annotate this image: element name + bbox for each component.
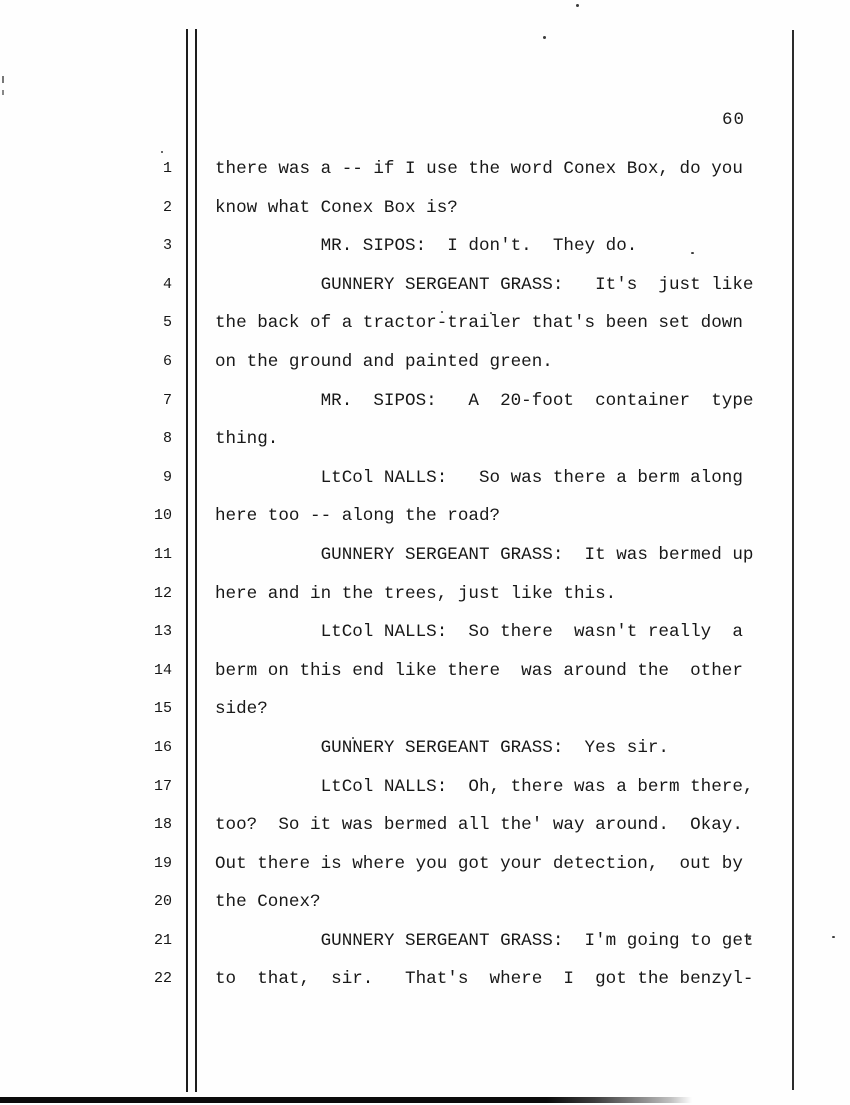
line-text: GUNNERY SERGEANT GRASS: It's just like <box>215 274 754 295</box>
line-number: 20 <box>153 893 172 911</box>
transcript-line <box>0 613 850 652</box>
line-text: MR. SIPOS: I don't. They do. <box>215 236 638 257</box>
line-text: know what Conex Box is? <box>215 197 458 218</box>
line-text: too? So it was bermed all the' way around. Okay. <box>215 815 743 836</box>
transcript-line <box>0 652 850 691</box>
transcript-line <box>0 304 850 343</box>
transcript-line <box>0 806 850 845</box>
line-text: MR. SIPOS: A 20-foot container type <box>215 390 754 411</box>
line-number: 21 <box>153 931 172 949</box>
line-number: 22 <box>153 970 172 988</box>
transcript-line <box>0 922 850 961</box>
scan-artifact-dot <box>576 4 579 7</box>
transcript-line <box>0 382 850 421</box>
transcript-line <box>0 845 850 884</box>
transcript-line <box>0 960 850 999</box>
transcript-body <box>0 150 850 999</box>
scan-artifact-mark <box>2 76 4 83</box>
transcript-line <box>0 227 850 266</box>
line-number: 12 <box>153 584 172 602</box>
line-text: LtCol NALLS: So there wasn't really a <box>215 622 743 643</box>
line-text: LtCol NALLS: So was there a berm along <box>215 467 743 488</box>
line-number: 15 <box>153 700 172 718</box>
bottom-scan-bar <box>0 1097 692 1103</box>
line-text: side? <box>215 699 268 720</box>
line-number: 9 <box>162 468 172 486</box>
transcript-line <box>0 150 850 189</box>
transcript-line <box>0 343 850 382</box>
line-text: the Conex? <box>215 892 321 913</box>
line-number: 2 <box>162 198 172 216</box>
line-number: 19 <box>153 854 172 872</box>
line-text: GUNNERY SERGEANT GRASS: It was bermed up <box>215 544 754 565</box>
line-text: thing. <box>215 429 279 450</box>
line-text: to that, sir. That's where I got the benzyl- <box>215 969 754 990</box>
transcript-line <box>0 690 850 729</box>
transcript-line <box>0 575 850 614</box>
transcript-line <box>0 883 850 922</box>
line-text: on the ground and painted green. <box>215 351 553 372</box>
line-text: Out there is where you got your detection, out by <box>215 853 743 874</box>
line-number: 17 <box>153 777 172 795</box>
line-text: GUNNERY SERGEANT GRASS: Yes sir. <box>215 737 669 758</box>
line-number: 7 <box>162 391 172 409</box>
line-number: 6 <box>162 352 172 370</box>
line-text: LtCol NALLS: Oh, there was a berm there, <box>215 776 754 797</box>
transcript-line <box>0 536 850 575</box>
line-number: 1 <box>162 160 172 177</box>
line-number: 11 <box>153 545 172 563</box>
line-text: there was a -- if I use the word Conex Box, do you <box>215 159 743 179</box>
transcript-line <box>0 497 850 536</box>
line-number: 14 <box>153 661 172 679</box>
transcript-line <box>0 459 850 498</box>
transcript-line <box>0 189 850 228</box>
line-text: the back of a tractor-trailer that's been set down <box>215 313 743 334</box>
line-number: 8 <box>162 430 172 448</box>
transcript-line <box>0 768 850 807</box>
transcript-line <box>0 420 850 459</box>
transcript-line <box>0 729 850 768</box>
line-text: here too -- along the road? <box>215 506 501 527</box>
line-number: 10 <box>153 507 172 525</box>
line-number: 4 <box>162 275 172 293</box>
line-number: 13 <box>153 623 172 641</box>
line-number: 5 <box>162 314 172 332</box>
page-number: 60 <box>722 110 746 130</box>
line-text: here and in the trees, just like this. <box>215 583 617 604</box>
line-number: 3 <box>162 237 172 255</box>
scan-artifact-mark <box>2 90 4 95</box>
line-number: 18 <box>153 816 172 834</box>
line-number: 16 <box>153 738 172 756</box>
line-text: berm on this end like there was around the other <box>215 660 743 681</box>
scan-artifact-dot <box>543 36 546 39</box>
transcript-line <box>0 266 850 305</box>
line-text: GUNNERY SERGEANT GRASS: I'm going to get <box>215 930 754 951</box>
